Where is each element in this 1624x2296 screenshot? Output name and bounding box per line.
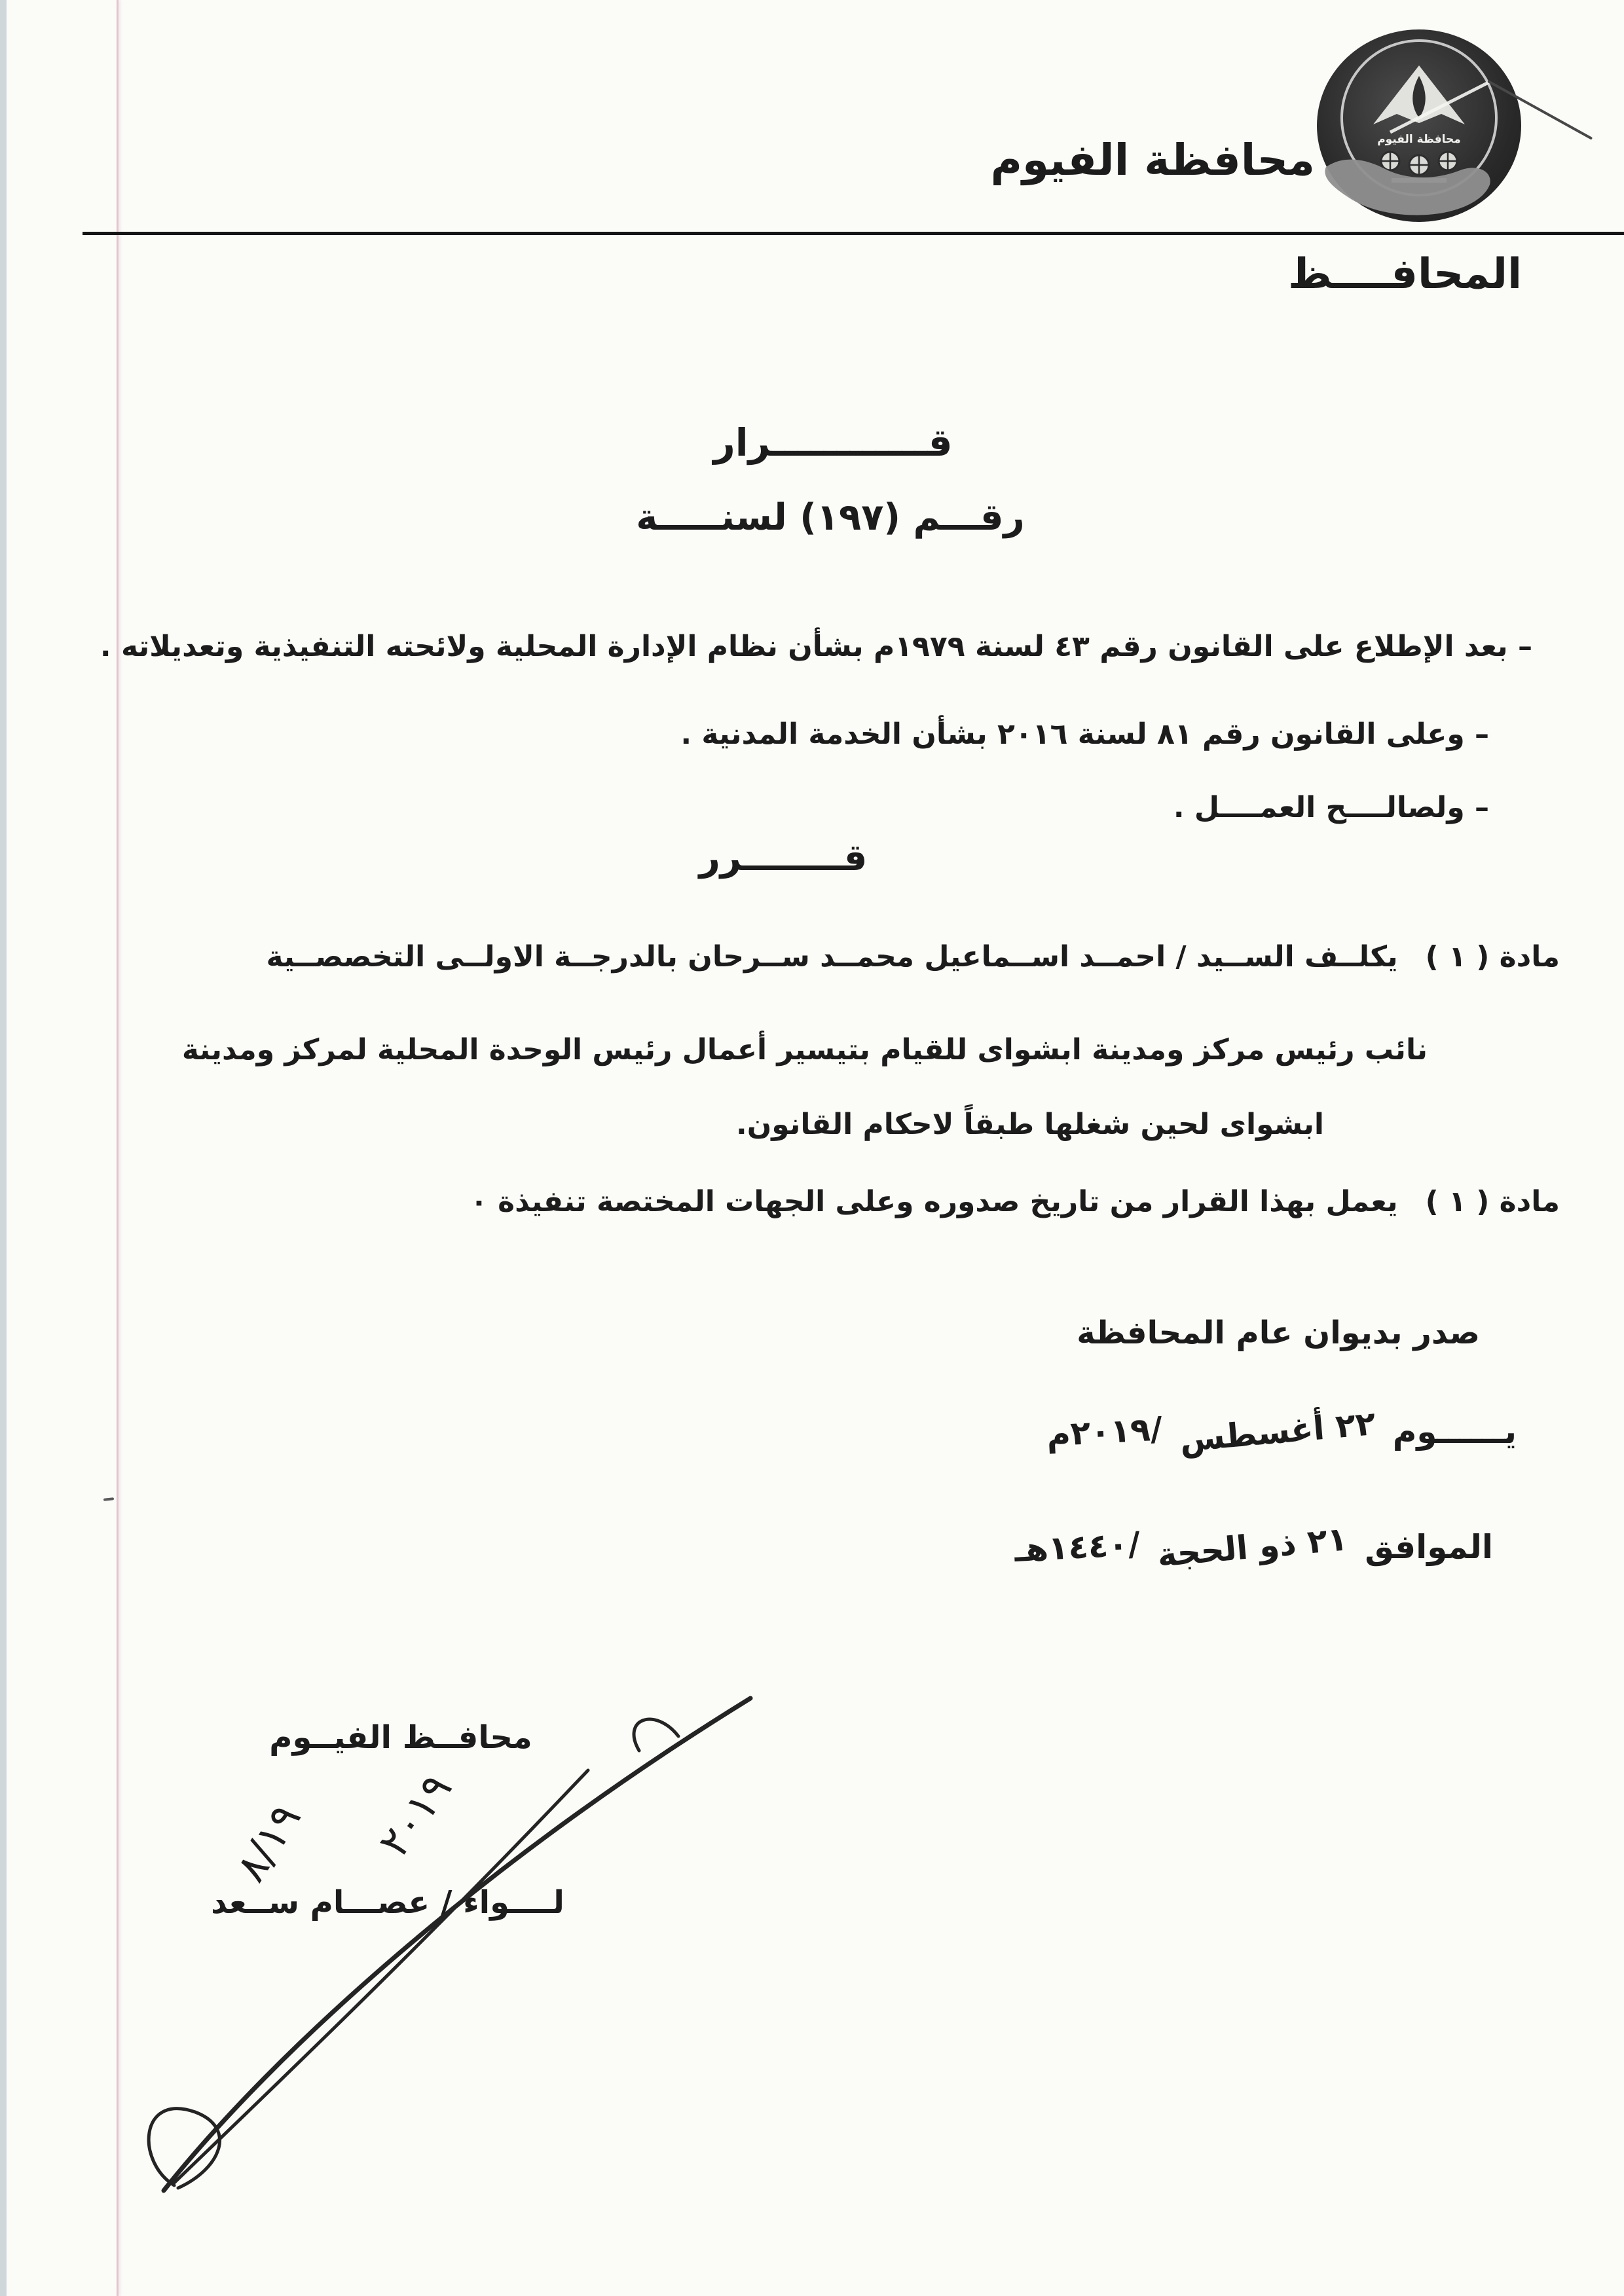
handwritten-date-mark: ٨/١٩ [226,1795,311,1891]
day-word: يــــــوم [1392,1413,1517,1451]
handwritten-year: /٢٠١٩م [1045,1410,1164,1454]
handwritten-hijri-year: /١٤٤٠هـ [1013,1525,1141,1569]
article-1-label: مادة ( ١ ) [1425,940,1560,974]
article-2-text: يعمل بهذا القرار من تاريخ صدوره وعلى الجهات المختصة تنفيذة ٠ [470,1185,1398,1218]
preamble-line: – وعلى القانون رقم ٨١ لسنة ٢٠١٦ بشأن الخدمة المدنية . [680,718,1489,751]
preamble-line: – ولصالــــح العمــــل . [1173,791,1489,824]
article-1-line-3: ابشواى لحين شغلها طبقاً لاحكام القانون. [736,1108,1324,1141]
signatory-name: لــــواء / عصـــام ســعد [211,1884,564,1921]
corresponding-word: الموافق [1365,1528,1493,1566]
article-2-label: مادة ( ١ ) [1425,1185,1560,1218]
handwritten-hijri-day: ٢١ ذو الحجة [1156,1520,1350,1575]
handwritten-day: ٢٢ أغسطس [1177,1404,1377,1459]
office-title: المحافــــظ [1288,250,1522,299]
preamble-line: – بعد الإطلاع على القانون رقم ٤٣ لسنة ١٩٧٩م بشأن نظام الإدارة المحلية ولائحته التنفيذية وتعديلاته . [100,630,1532,663]
handwritten-date-mark: ٢٠١٩ [369,1764,462,1867]
decree-number-line: رقـــم (١٩٧) لسنـــــة [636,496,1025,539]
issued-at-line: صدر بديوان عام المحافظة [1077,1315,1480,1351]
emblem-caption: محافظة الفيوم [1377,133,1461,146]
signature-title: محافــظ الفيــوم [269,1719,532,1756]
article-1-text: يكلــف الســيد / احمــد اســماعيل محمــد ســرحان بالدرجــة الاولــى التخصصــية [266,940,1398,974]
org-name: محافظة الفيوم [990,135,1315,185]
decree-title: قــــــــــــرار [713,420,953,465]
article-1-line-2: نائب رئيس مركز ومدينة ابشواى للقيام بتيسير أعمال رئيس الوحدة المحلية لمركز ومدينة [181,1033,1428,1066]
decision-word: قــــــــرر [699,837,868,879]
